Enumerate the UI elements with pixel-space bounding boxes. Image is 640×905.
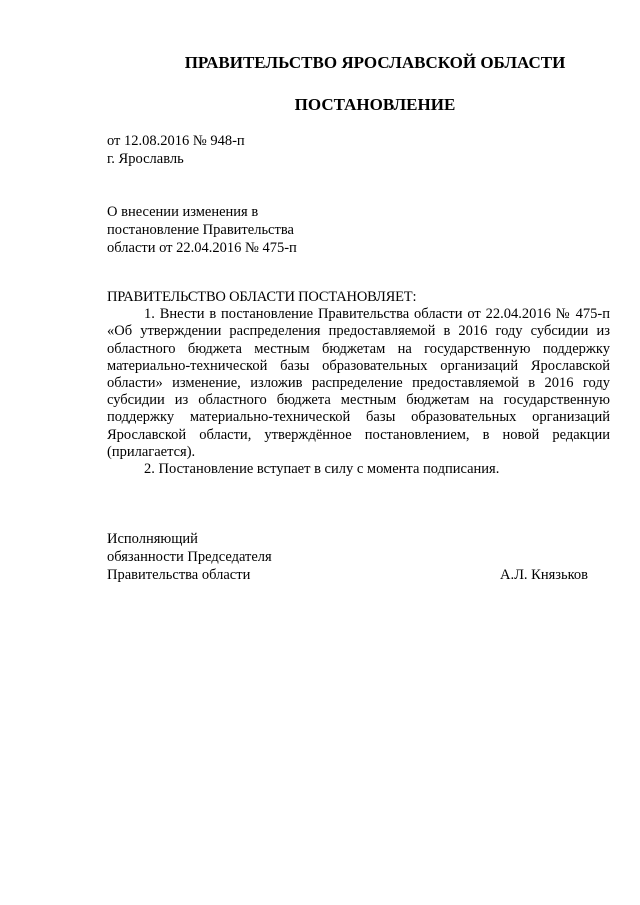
signatory-title-line-2: обязанности Председателя: [107, 549, 272, 565]
subject-line-3: области от 22.04.2016 № 475-п: [107, 240, 297, 256]
resolution-item-1: 1. Внести в постановление Правительства области от 22.04.2016 № 475-п «Об утверждении распределения предоставляемой в 2016 году субсидии из областного бюджета местным бюджетам на государственную поддержку материально-технической базы образовательных организаций Ярославской области» изменение, изложив распределение предоставляемой в 2016 году субсидии из областного бюджета местным бюджетам на государственную поддержку материально-технической базы образовательных организаций Ярославской области, утверждённое постановлением, в новой редакции (прилагается).: [107, 306, 610, 460]
document-type-title: ПОСТАНОВЛЕНИЕ: [294, 95, 456, 114]
subject-line-2: постановление Правительства: [107, 222, 294, 238]
resolution-lead: ПРАВИТЕЛЬСТВО ОБЛАСТИ ПОСТАНОВЛЯЕТ:: [107, 289, 417, 305]
subject-line-1: О внесении изменения в: [107, 204, 259, 220]
city: г. Ярославль: [107, 151, 184, 167]
signatory-name: А.Л. Князьков: [499, 567, 588, 583]
date-number: от 12.08.2016 № 948-п: [107, 133, 245, 149]
authority-title: ПРАВИТЕЛЬСТВО ЯРОСЛАВСКОЙ ОБЛАСТИ: [184, 53, 566, 72]
resolution-item-2: 2. Постановление вступает в силу с момента подписания.: [144, 461, 500, 478]
signatory-title-line-1: Исполняющий: [107, 531, 198, 547]
signatory-title-line-3: Правительства области: [107, 567, 251, 583]
resolution-body: [107, 289, 610, 478]
